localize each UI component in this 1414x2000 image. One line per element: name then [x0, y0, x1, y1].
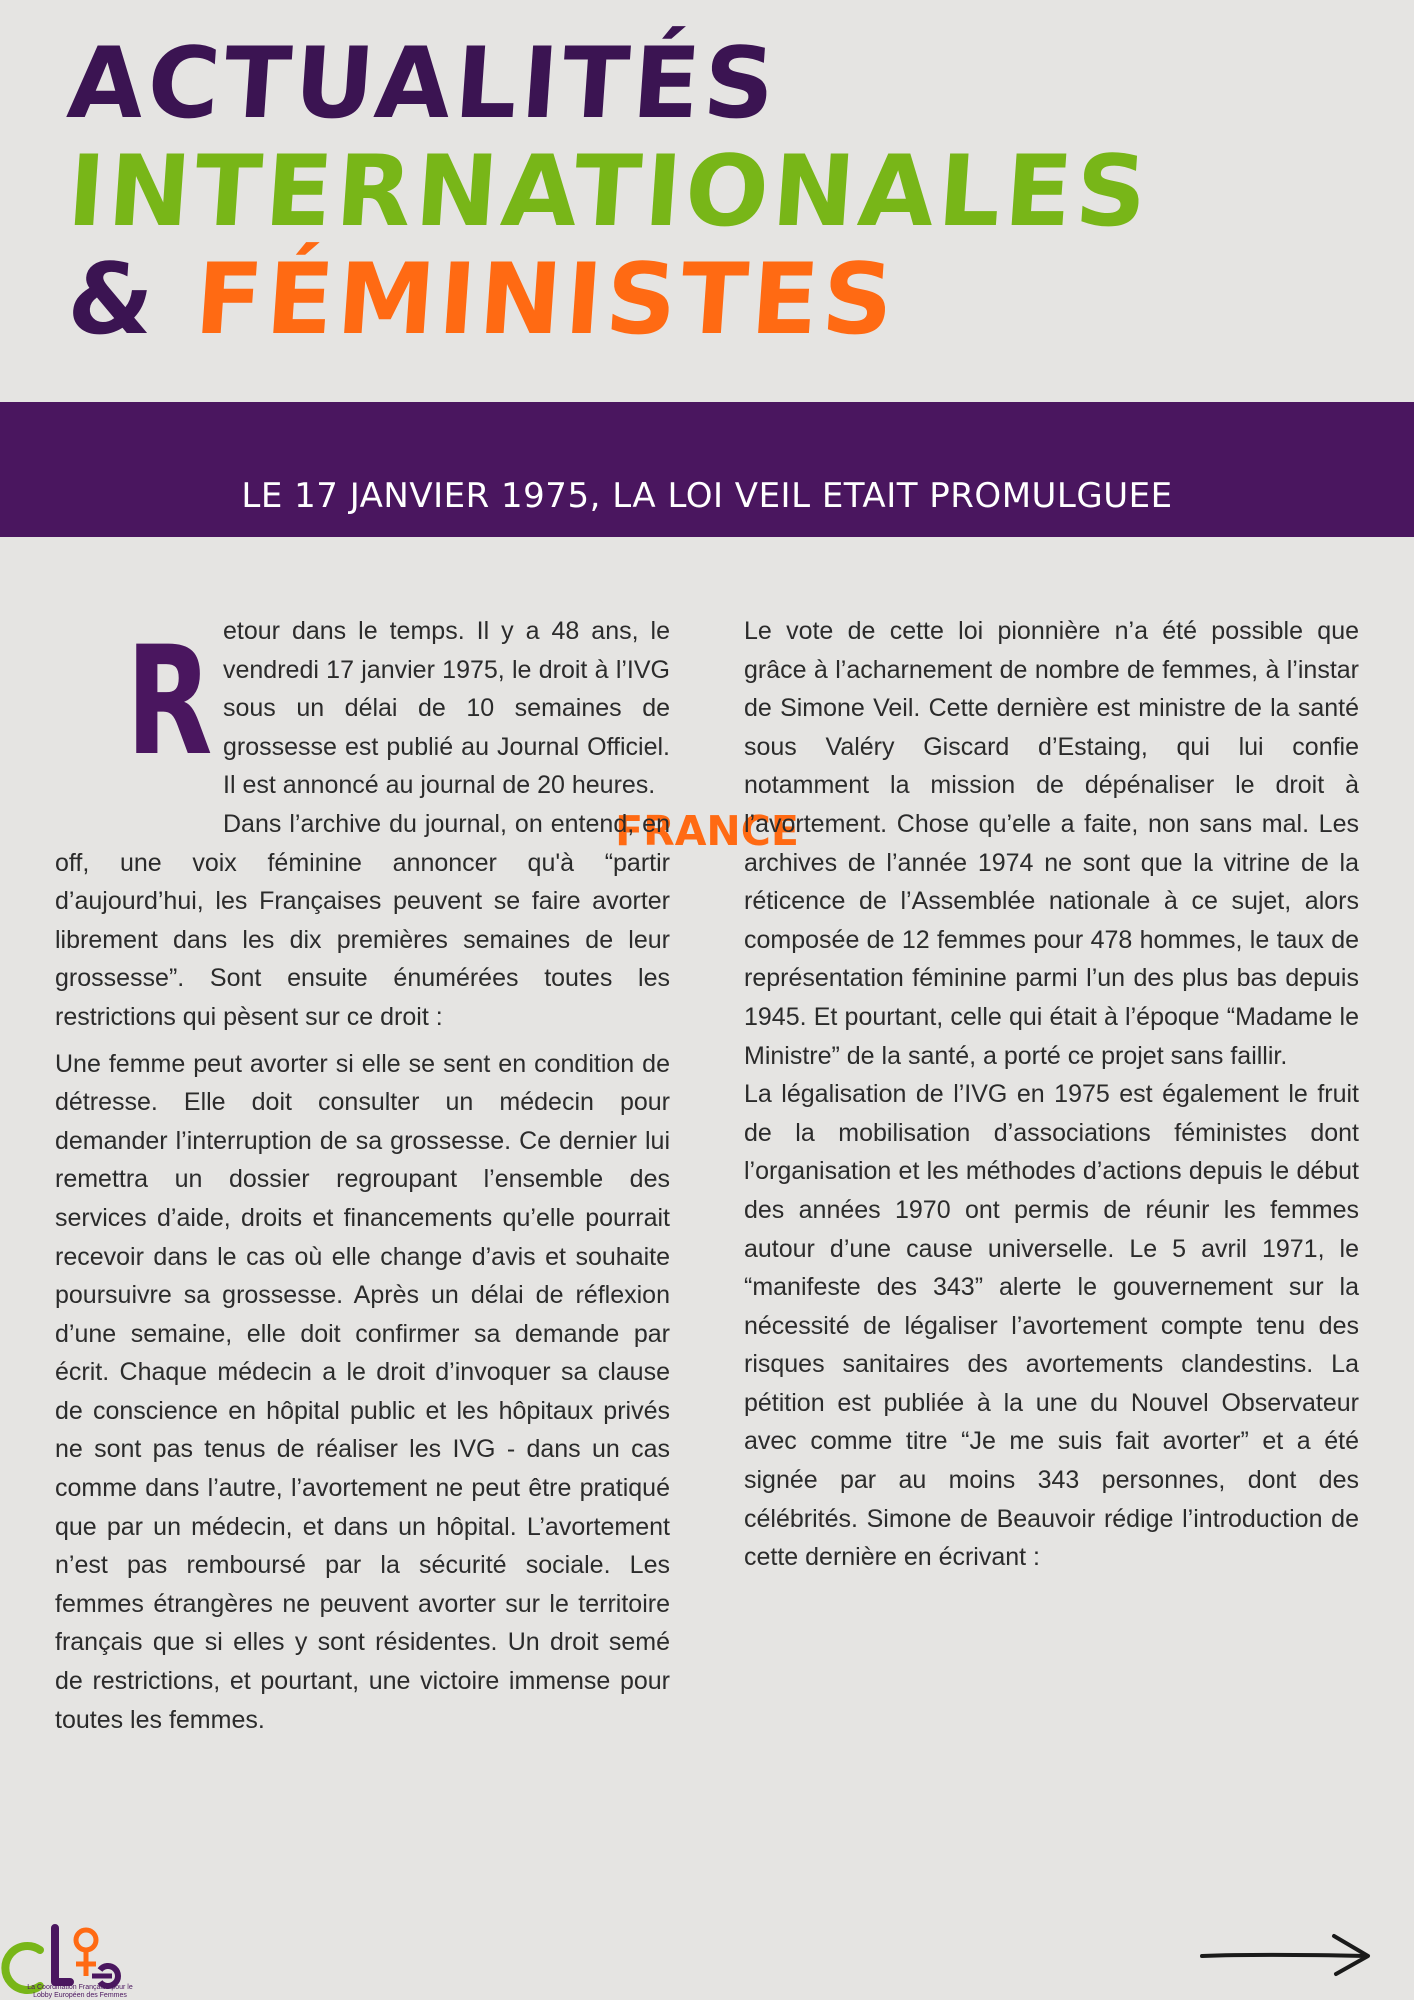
paragraph-simone-veil: Le vote de cette loi pionnière n’a été possible que grâce à l’acharnement de nombre de femmes, à l’instar de Simone Veil. Cette dernière est ministre de la santé sous Valéry Giscard d’Estaing, qui lui confie notamment la mission de dépénaliser le droit à l’avortement. Chose qu’elle a faite, non sans mal. Les archives de l’année 1974 ne sont que la vitrine de la réticence de l’Assemblée nationale à ce sujet, alors composée de 12 femmes pour 478 hommes, le taux de représentation féminine parmi l’un des plus bas depuis 1945. Et pourtant, celle qui était à l’époque “Madame le Ministre” de la santé, a porté ce projet sans faillir. — [744, 617, 1359, 1070]
article-headline: LE 17 JANVIER 1975, LA LOI VEIL ETAIT PROMULGUEE — [241, 476, 1173, 516]
logo-caption: La Coordination Française pour le Lobby Européen des Femmes — [27, 1984, 133, 1999]
arrow-right-icon[interactable] — [1198, 1928, 1374, 1978]
title-word-feministes: FÉMINISTES — [191, 243, 901, 357]
country-label: FRANCE — [615, 807, 799, 855]
paragraph-manifeste: La légalisation de l’IVG en 1975 est également le fruit de la mobilisation d’associations féministes dont l’organisation et les méthodes d’actions depuis le début des années 1970 ont permis de réunir les femmes autour d’une cause universelle. Le 5 avril 1971, le “manifeste des 343” alerte le gouvernement sur la nécessité de légaliser l’avortement compte tenu des risques sanitaires des avortements clandestins. La pétition est publiée à la une du Nouvel Observateur avec comme titre “Je me suis fait avorter” et a été signée par au moins 343 personnes, dont des célébrités. Simone de Beauvoir rédige l’introduction de cette dernière en écrivant : — [744, 1080, 1359, 1572]
drop-cap: R — [125, 615, 213, 789]
title-line-internationales: INTERNATIONALES — [64, 135, 1155, 249]
paragraph-restrictions: Une femme peut avorter si elle se sent en condition de détresse. Elle doit consulter un médecin pour demander l’interruption de sa grossesse. Ce dernier lui remettra un dossier regroupant l’ensemble des services d’aide, droits et financements qu’elle pourrait recevoir dans le cas où elle change d’avis et souhaite poursuivre sa grossesse. Après un délai de réflexion d’une semaine, elle doit confirmer sa demande par écrit. Chaque médecin a le droit d’invoquer sa clause de conscience en hôpital public et les hôpitaux privés ne sont pas tenus de réaliser les IVG - dans un cas comme dans l’autre, l’avortement ne peut être pratiqué que par un médecin, et dans un hôpital. L’avortement n’est pas remboursé par la sécurité sociale. Les femmes étrangères ne peuvent avorter sur le territoire français que si elles y sont résidentes. Un droit semé de restrictions, et pourtant, une victoire immense pour toutes les femmes. — [55, 1049, 670, 1734]
title-line-actualites: ACTUALITÉS — [64, 27, 783, 141]
title-ampersand: & — [64, 243, 162, 357]
article-column-right — [744, 612, 1359, 1577]
paragraph-archive: Dans l’archive du journal, on entend, en off, une voix féminine annoncer qu'à “partir d’aujourd’hui, les Françaises peuvent se faire avorter librement dans les dix premières semaines de leur grossesse”. Sont ensuite énumérées toutes les restrictions qui pèsent sur ce droit : — [55, 809, 670, 1031]
article-column-left — [55, 612, 670, 1739]
title-line-feministes — [64, 243, 1154, 357]
paragraph-intro: etour dans le temps. Il y a 48 ans, le vendredi 17 janvier 1975, le droit à l’IVG sous un délai de 10 semaines de grossesse est publié au Journal Officiel. Il est annoncé au journal de 20 heures. — [223, 617, 670, 800]
page-title — [64, 27, 1155, 357]
